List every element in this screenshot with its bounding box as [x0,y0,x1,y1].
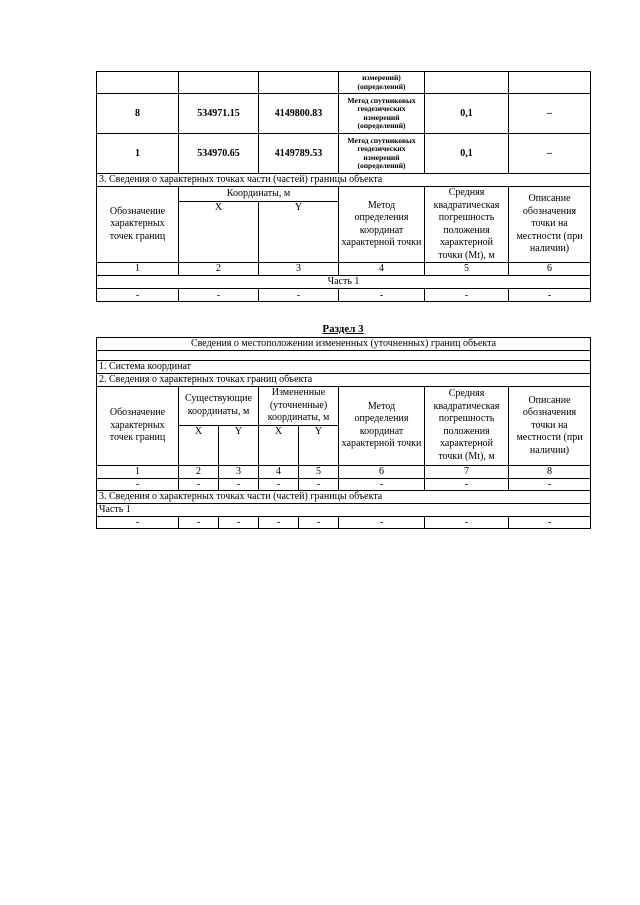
part-row [97,276,591,289]
changed-borders-table [96,337,591,529]
column-numbers-row: 1 2 3 4 5 6 7 8 [97,465,591,478]
point-desc: – [509,134,591,174]
spacer-row [97,351,591,361]
table-caption: Сведения о местоположении измененных (уточненных) границ объекта [97,338,591,351]
y-header: Y [259,201,339,262]
header-row [97,387,591,426]
section-title: Раздел 3 [322,323,364,335]
point-x: 534970.65 [179,134,259,174]
table-row: - - - - - - [97,289,591,302]
point-y: 4149789.53 [259,134,339,174]
column-numbers-row: 1 2 3 4 5 6 [97,263,591,276]
point-desc: – [509,94,591,134]
y-header: Y [219,425,259,465]
section3-title: 3. Сведения о характерных точках части (частей) границы объекта [97,490,591,503]
section-heading-row [97,374,591,387]
point-method: Метод спутниковых геодезических измерений (определений) [339,134,425,174]
table-row [97,134,591,174]
x-header: X [179,425,219,465]
table-row: - - - - - - - - [97,516,591,528]
changed-coords-header: Измененные (уточненные) координаты, м [259,387,339,426]
y-header: Y [299,425,339,465]
part-label: Часть 1 [97,276,591,289]
header-row [97,187,591,202]
point-mt: 0,1 [425,134,509,174]
point-id: 1 [97,134,179,174]
designation-header: Обозначение характерных точек границ [97,387,179,466]
part-label: Часть 1 [97,503,591,516]
table-row: - - - - - - - - [97,478,591,490]
method-cell: измерений) (определений) [339,72,425,94]
section3-title: 3. Сведения о характерных точках части (частей) границы объекта [97,174,591,187]
caption-row [97,338,591,351]
table-row [97,94,591,134]
method-header: Метод определения координат характерной точки [339,187,425,263]
coord-system: 1. Система координат [97,361,591,374]
section-heading-row [97,174,591,187]
mt-header: Средняя квадратическая погрешность положения характерной точки (Mt), м [425,387,509,466]
points-table-continued [96,71,591,302]
point-mt: 0,1 [425,94,509,134]
part-row [97,503,591,516]
desc-header: Описание обозначения точки на местности (при наличии) [509,187,591,263]
method-header: Метод определения координат характерной точки [339,387,425,466]
coords-header: Координаты, м [179,187,339,202]
desc-header: Описание обозначения точки на местности (при наличии) [509,387,591,466]
section2-title: 2. Сведения о характерных точках границ объекта [97,374,591,387]
section-heading-row [97,361,591,374]
section-heading-row [97,490,591,503]
mt-header: Средняя квадратическая погрешность положения характерной точки (Mt), м [425,187,509,263]
point-method: Метод спутниковых геодезических измерений (определений) [339,94,425,134]
x-header: X [179,201,259,262]
point-id: 8 [97,94,179,134]
point-x: 534971.15 [179,94,259,134]
table-row [97,72,591,94]
existing-coords-header: Существующие координаты, м [179,387,259,426]
point-y: 4149800.83 [259,94,339,134]
x-header: X [259,425,299,465]
designation-header: Обозначение характерных точек границ [97,187,179,263]
